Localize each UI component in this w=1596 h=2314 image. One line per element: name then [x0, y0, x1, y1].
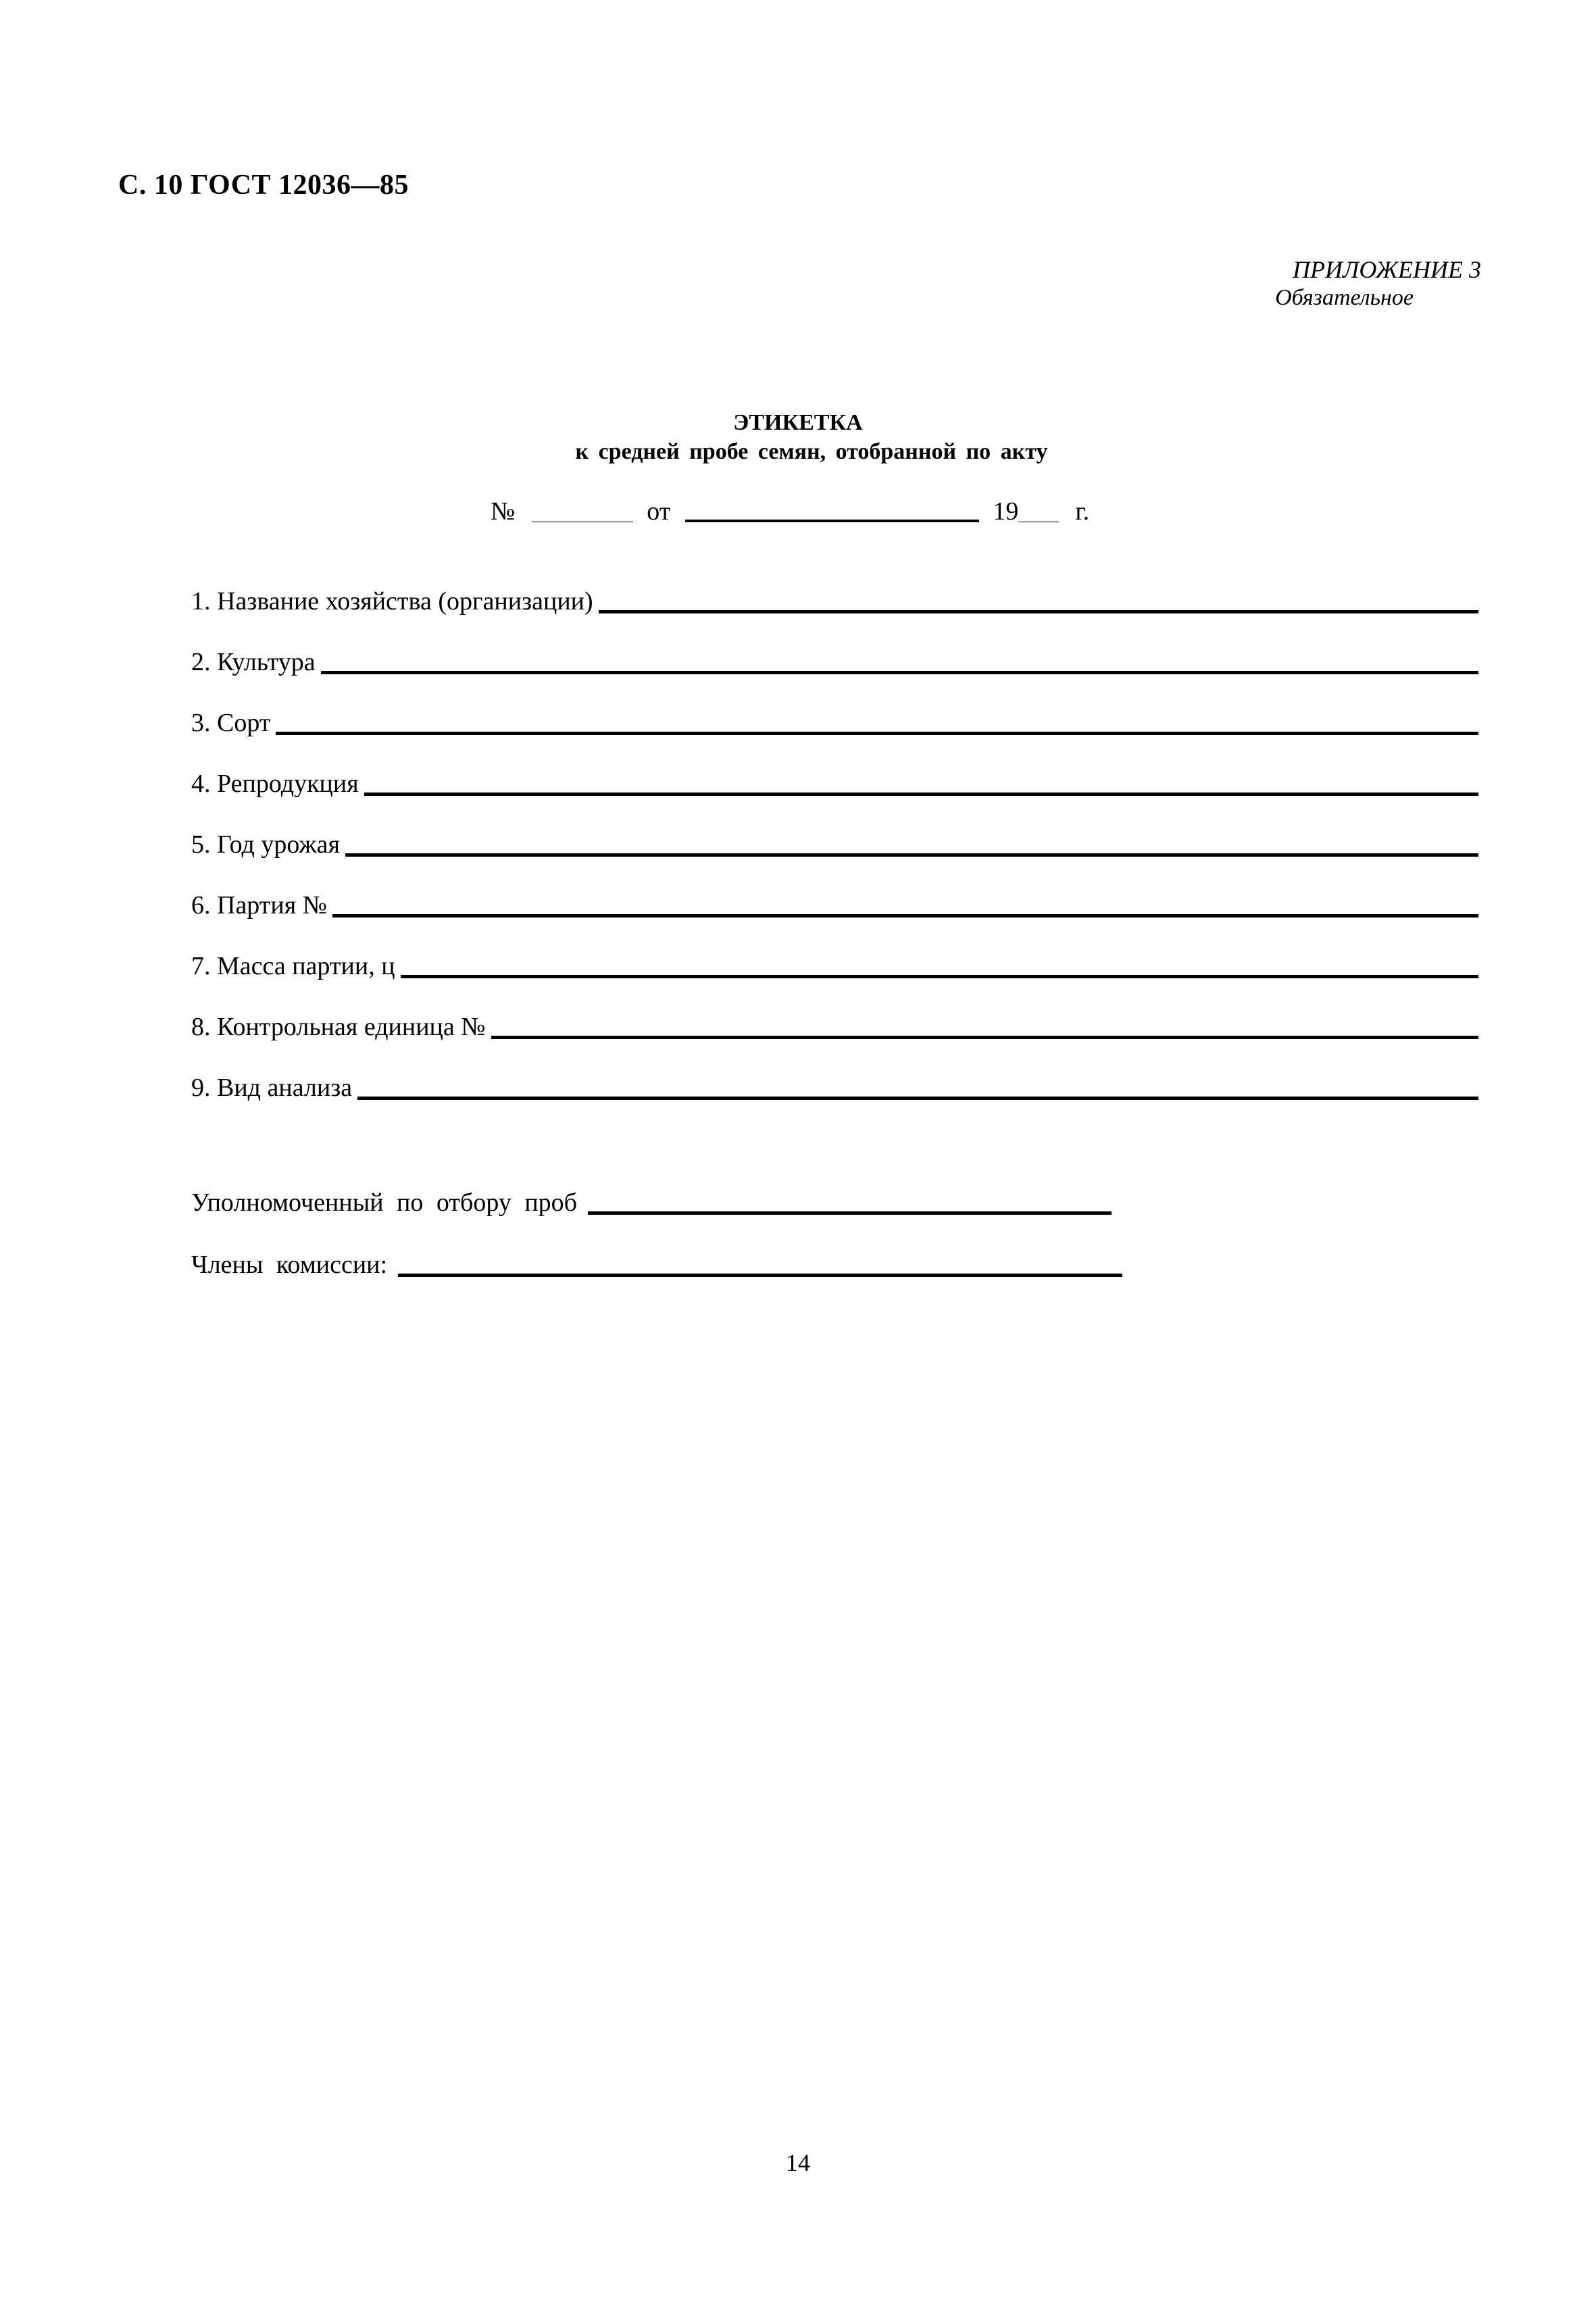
page-number: 14 [786, 2149, 810, 2176]
field-label: 2. Культура [191, 648, 316, 676]
field-label: 3. Сорт [191, 709, 271, 737]
signature-members [191, 1217, 1122, 1280]
act-from-word: от [647, 497, 671, 526]
field-harvest-year [191, 799, 1478, 859]
label-fields [191, 555, 1478, 1103]
form-subtitle: к средней пробе семян, отобранной по акту [575, 438, 1048, 464]
signature-label: Члены комиссии: [191, 1251, 388, 1279]
signature-sampler [191, 1155, 1122, 1217]
act-reference-line [491, 497, 1089, 526]
signature-blank-line[interactable] [588, 1211, 1112, 1215]
act-year-prefix: 19 [993, 497, 1019, 526]
appendix-label: ПРИЛОЖЕНИЕ 3 [1293, 256, 1481, 283]
field-analysis-type [191, 1042, 1478, 1103]
field-crop [191, 616, 1478, 677]
field-label: 4. Репродукция [191, 770, 359, 798]
field-blank-line[interactable] [276, 732, 1478, 735]
field-farm-name [191, 555, 1478, 616]
field-blank-line[interactable] [321, 671, 1478, 674]
field-reproduction [191, 738, 1478, 799]
signature-label: Уполномоченный по отбору проб [191, 1188, 577, 1217]
field-label: 5. Год урожая [191, 830, 341, 859]
field-batch-mass [191, 920, 1478, 981]
appendix-status: Обязательное [1275, 285, 1414, 311]
field-blank-line[interactable] [491, 1036, 1479, 1039]
field-blank-line[interactable] [401, 975, 1478, 978]
field-label: 1. Название хозяйства (организации) [191, 587, 593, 615]
field-label: 9. Вид анализа [191, 1074, 353, 1102]
field-control-unit [191, 981, 1478, 1042]
field-blank-line[interactable] [332, 914, 1478, 917]
form-title-block [0, 409, 1596, 466]
field-label: 8. Контрольная единица № [191, 1013, 486, 1041]
field-batch-number [191, 859, 1478, 920]
signature-blank-line[interactable] [398, 1274, 1122, 1277]
field-blank-line[interactable] [599, 610, 1478, 613]
act-year-blank[interactable] [1018, 521, 1059, 522]
field-label: 6. Партия № [191, 891, 327, 920]
field-label: 7. Масса партии, ц [191, 952, 395, 980]
field-blank-line[interactable] [364, 793, 1478, 796]
field-blank-line[interactable] [345, 853, 1478, 857]
signature-block [191, 1155, 1122, 1280]
act-number-sign: № [491, 497, 516, 526]
act-number-blank[interactable] [532, 521, 633, 522]
act-date-blank[interactable] [685, 519, 979, 522]
appendix-block [1275, 255, 1481, 312]
field-variety [191, 677, 1478, 738]
page-header: С. 10 ГОСТ 12036—85 [118, 170, 409, 201]
act-year-suffix: г. [1075, 497, 1090, 526]
field-blank-line[interactable] [357, 1097, 1478, 1100]
form-title: ЭТИКЕТКА [733, 410, 863, 435]
